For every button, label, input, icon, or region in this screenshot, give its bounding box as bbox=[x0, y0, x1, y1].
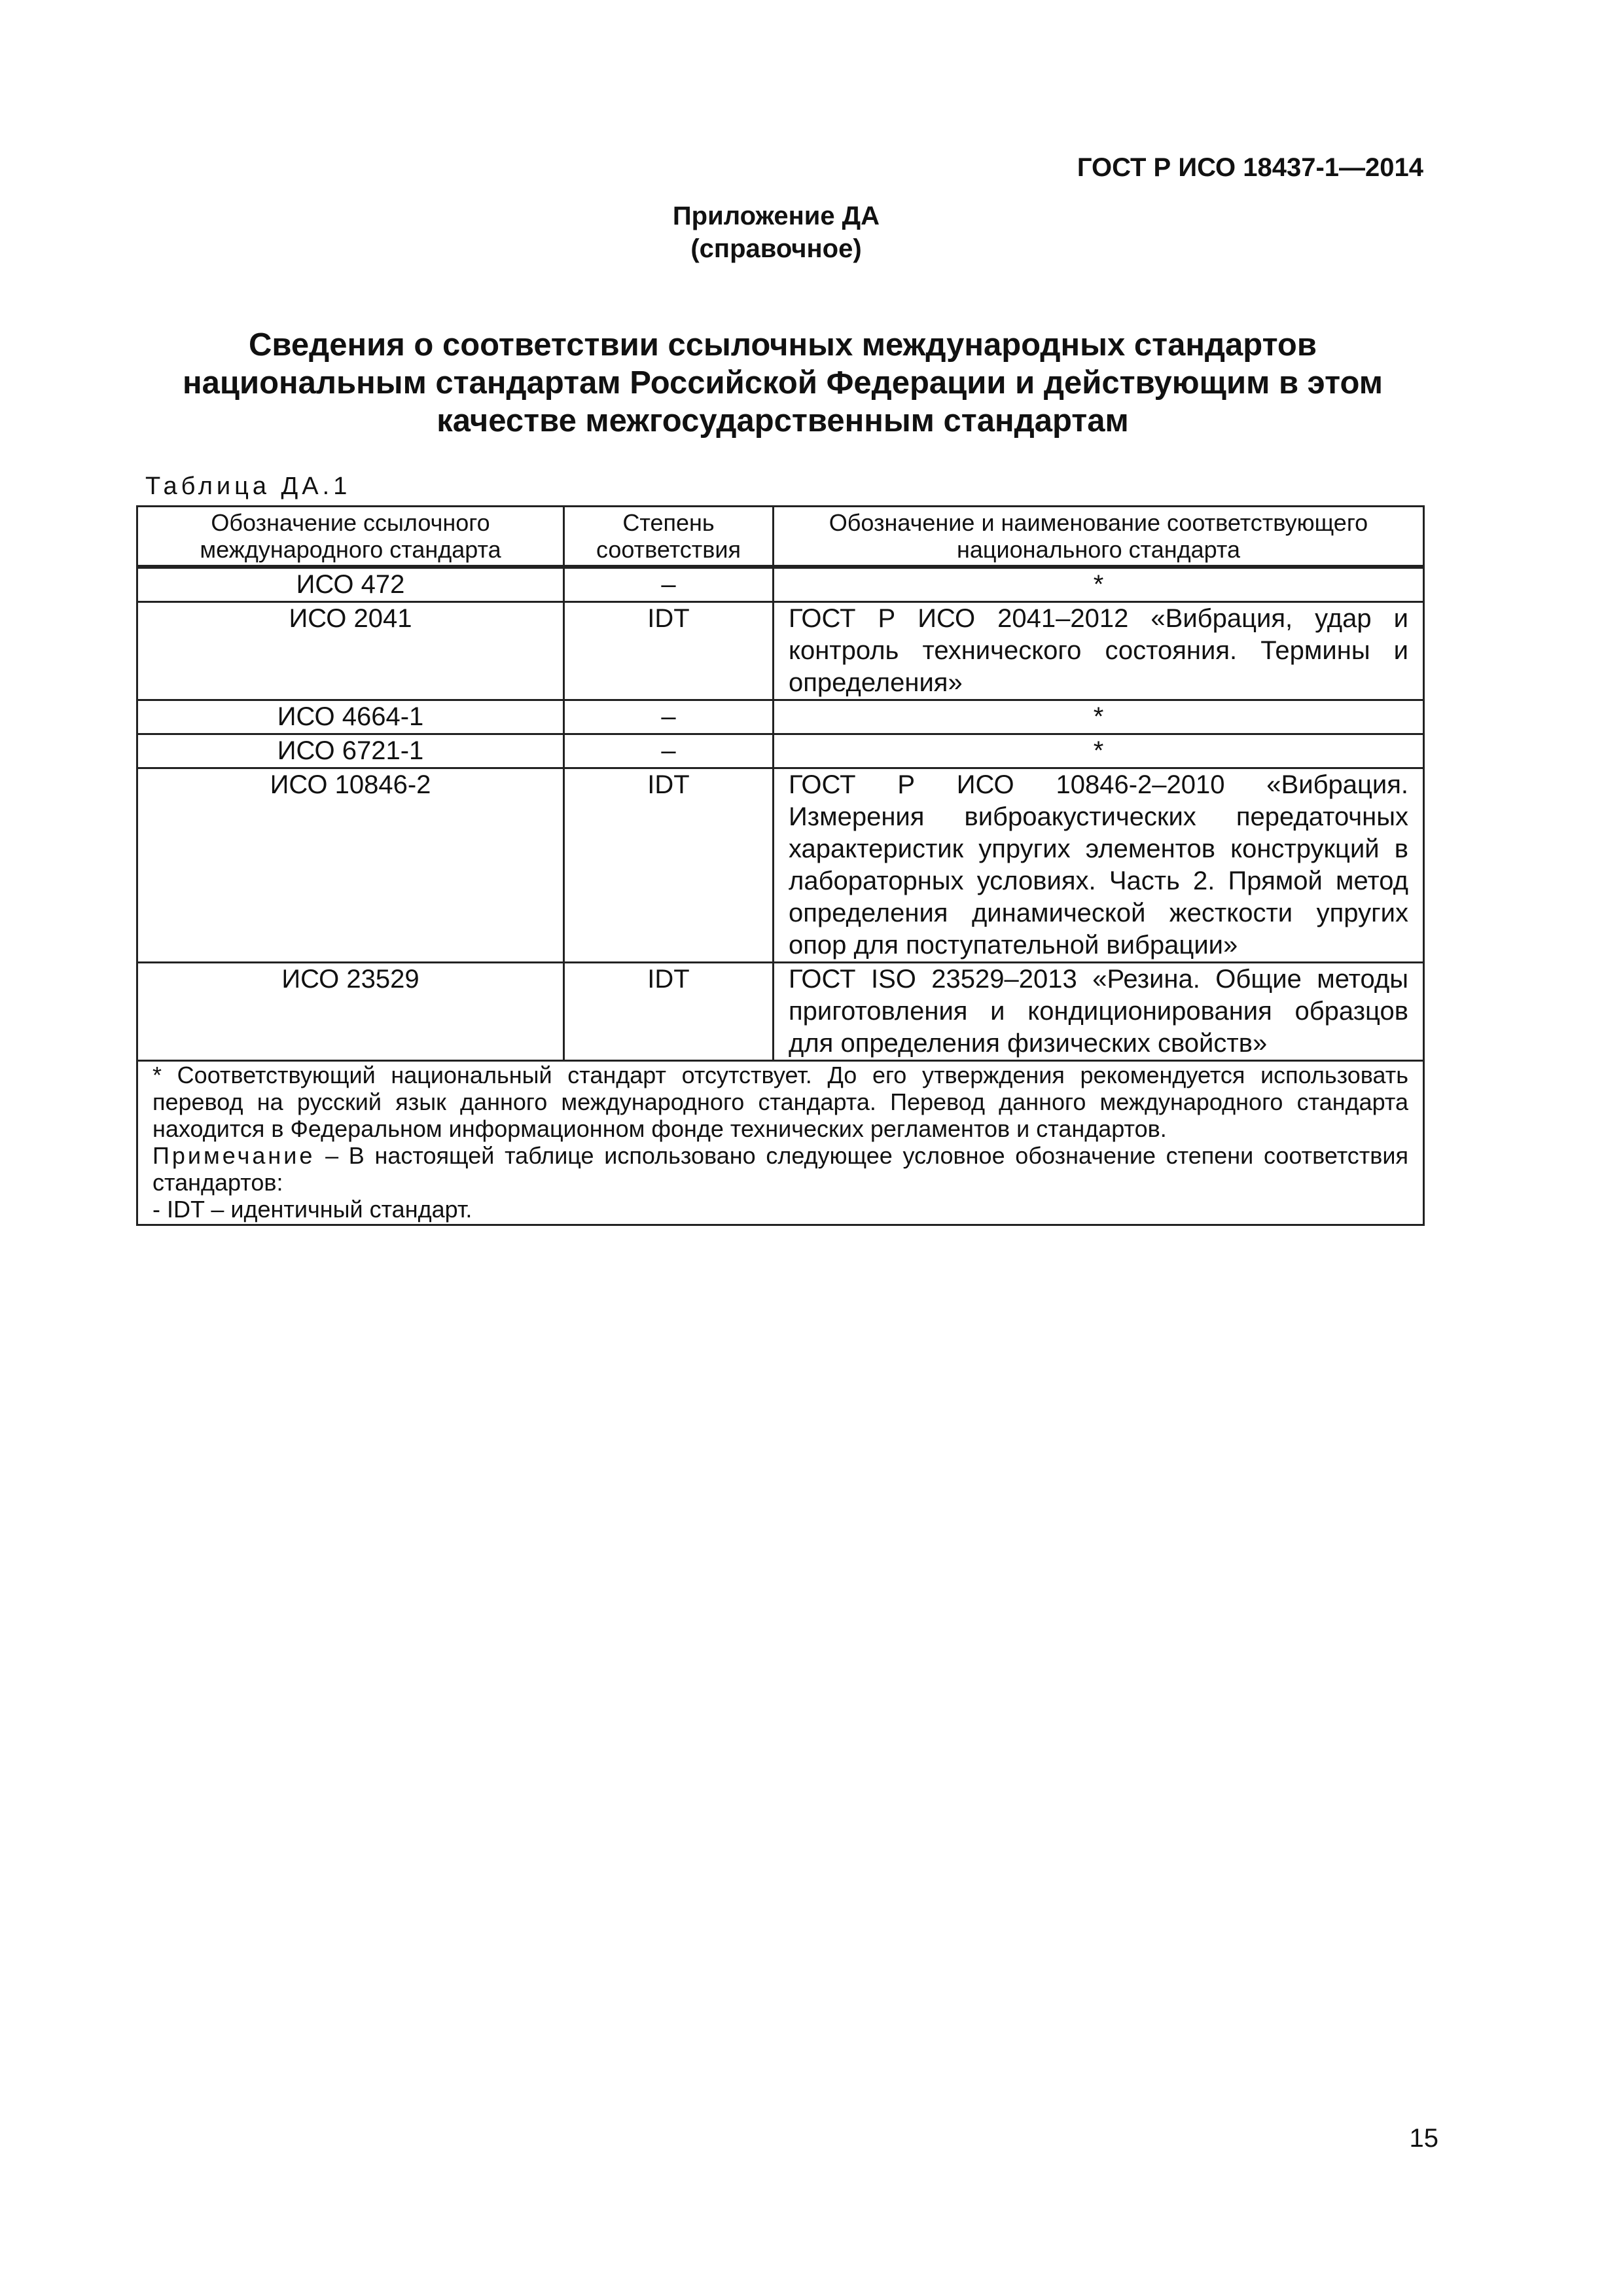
column-header-national: Обозначение и наименование соответствующего национального стандарта bbox=[774, 507, 1424, 567]
column-header-degree: Степень соответствия bbox=[564, 507, 774, 567]
column-header-reference: Обозначение ссылочного международного стандарта bbox=[137, 507, 564, 567]
national-standard-cell: ГОСТ Р ИСО 2041–2012 «Вибрация, удар и контроль технического состояния. Термины и определения» bbox=[774, 602, 1424, 700]
note-label: Примечание bbox=[152, 1142, 315, 1169]
national-standard-cell: ГОСТ ISO 23529–2013 «Резина. Общие методы приготовления и кондиционирования образцов для определения физических свойств» bbox=[774, 963, 1424, 1061]
table-note bbox=[152, 1142, 1408, 1196]
degree-cell: – bbox=[564, 567, 774, 602]
reference-cell: ИСО 2041 bbox=[137, 602, 564, 700]
table-row bbox=[137, 567, 1424, 602]
reference-cell: ИСО 23529 bbox=[137, 963, 564, 1061]
heading-line: Сведения о соответствии ссылочных международных стандартов bbox=[249, 327, 1317, 363]
table-row bbox=[137, 734, 1424, 768]
table-row bbox=[137, 963, 1424, 1061]
national-standard-cell: ГОСТ Р ИСО 10846-2–2010 «Вибрация. Измерения виброакустических передаточных характеристик упругих элементов конструкций в лабораторных условиях. Часть 2. Прямой метод определения динамической жесткости упругих опор для поступательной вибрации» bbox=[774, 768, 1424, 963]
annex-title: Приложение ДА bbox=[672, 202, 880, 230]
section-heading bbox=[144, 326, 1421, 440]
degree-cell: – bbox=[564, 700, 774, 734]
idt-definition: - IDT – идентичный стандарт. bbox=[152, 1196, 473, 1223]
table-footnote bbox=[137, 1061, 1424, 1225]
standards-table bbox=[136, 505, 1425, 1226]
national-standard-cell: * bbox=[774, 734, 1424, 768]
annex-kind: (справочное) bbox=[690, 234, 862, 263]
reference-cell: ИСО 4664-1 bbox=[137, 700, 564, 734]
degree-cell: IDT bbox=[564, 963, 774, 1061]
document-id: ГОСТ Р ИСО 18437-1—2014 bbox=[1077, 153, 1423, 182]
degree-cell: IDT bbox=[564, 602, 774, 700]
heading-line: качестве межгосударственным стандартам bbox=[437, 403, 1129, 439]
reference-cell: ИСО 10846-2 bbox=[137, 768, 564, 963]
asterisk-note: * Соответствующий национальный стандарт отсутствует. До его утверждения рекомендуется использовать перевод на русский язык данного международного стандарта. Перевод данного международного стандарта находится в Федеральном информационном фонде технических регламентов и стандартов. bbox=[152, 1062, 1408, 1142]
table-row bbox=[137, 700, 1424, 734]
table-header-row bbox=[137, 507, 1424, 567]
heading-line: национальным стандартам Российской Федерации и действующим в этом bbox=[183, 365, 1383, 401]
degree-cell: IDT bbox=[564, 768, 774, 963]
table-footnote-row bbox=[137, 1061, 1424, 1225]
reference-cell: ИСО 472 bbox=[137, 567, 564, 602]
reference-cell: ИСО 6721-1 bbox=[137, 734, 564, 768]
note-text: – В настоящей таблице использовано следующее условное обозначение степени соответствия стандартов: bbox=[152, 1142, 1408, 1196]
table-row bbox=[137, 768, 1424, 963]
national-standard-cell: * bbox=[774, 700, 1424, 734]
degree-cell: – bbox=[564, 734, 774, 768]
national-standard-cell: * bbox=[774, 567, 1424, 602]
table-row bbox=[137, 602, 1424, 700]
table-caption: Таблица ДА.1 bbox=[145, 473, 351, 500]
page-number: 15 bbox=[1409, 2124, 1438, 2153]
